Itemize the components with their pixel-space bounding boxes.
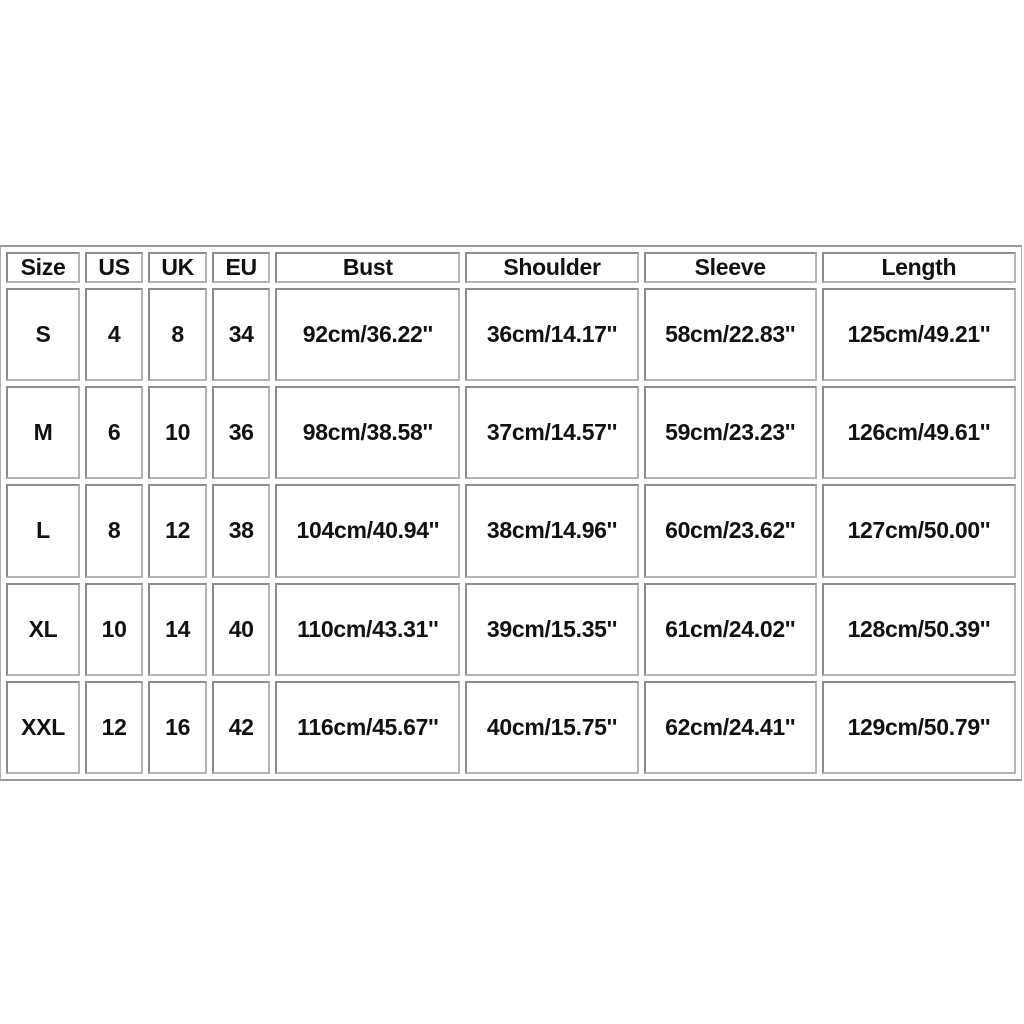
cell-bust: 92cm/36.22''	[275, 288, 460, 381]
header-sleeve: Sleeve	[644, 252, 817, 283]
cell-sleeve: 59cm/23.23''	[644, 386, 817, 479]
cell-bust: 98cm/38.58''	[275, 386, 460, 479]
cell-uk: 10	[148, 386, 207, 479]
header-bust: Bust	[275, 252, 460, 283]
table-row	[6, 583, 1016, 676]
header-size: Size	[6, 252, 80, 283]
cell-uk: 12	[148, 484, 207, 577]
header-us: US	[85, 252, 143, 283]
header-eu: EU	[212, 252, 270, 283]
cell-uk: 14	[148, 583, 207, 676]
cell-size: M	[6, 386, 80, 479]
cell-length: 128cm/50.39''	[822, 583, 1016, 676]
cell-length: 126cm/49.61''	[822, 386, 1016, 479]
cell-size: XXL	[6, 681, 80, 774]
cell-shoulder: 37cm/14.57''	[465, 386, 638, 479]
cell-us: 6	[85, 386, 143, 479]
cell-bust: 104cm/40.94''	[275, 484, 460, 577]
cell-eu: 38	[212, 484, 270, 577]
cell-uk: 8	[148, 288, 207, 381]
size-chart-table	[1, 247, 1021, 779]
cell-us: 10	[85, 583, 143, 676]
cell-length: 127cm/50.00''	[822, 484, 1016, 577]
cell-eu: 36	[212, 386, 270, 479]
cell-size: XL	[6, 583, 80, 676]
table-row	[6, 386, 1016, 479]
table-row	[6, 681, 1016, 774]
cell-length: 129cm/50.79''	[822, 681, 1016, 774]
size-chart	[0, 245, 1022, 781]
table-row	[6, 288, 1016, 381]
cell-bust: 116cm/45.67''	[275, 681, 460, 774]
cell-size: S	[6, 288, 80, 381]
cell-size: L	[6, 484, 80, 577]
cell-sleeve: 60cm/23.62''	[644, 484, 817, 577]
cell-shoulder: 36cm/14.17''	[465, 288, 638, 381]
cell-shoulder: 40cm/15.75''	[465, 681, 638, 774]
cell-sleeve: 58cm/22.83''	[644, 288, 817, 381]
cell-sleeve: 62cm/24.41''	[644, 681, 817, 774]
cell-eu: 42	[212, 681, 270, 774]
header-row	[6, 252, 1016, 283]
header-uk: UK	[148, 252, 207, 283]
cell-sleeve: 61cm/24.02''	[644, 583, 817, 676]
cell-uk: 16	[148, 681, 207, 774]
cell-length: 125cm/49.21''	[822, 288, 1016, 381]
cell-us: 4	[85, 288, 143, 381]
cell-us: 12	[85, 681, 143, 774]
cell-eu: 34	[212, 288, 270, 381]
header-length: Length	[822, 252, 1016, 283]
cell-bust: 110cm/43.31''	[275, 583, 460, 676]
cell-shoulder: 39cm/15.35''	[465, 583, 638, 676]
cell-shoulder: 38cm/14.96''	[465, 484, 638, 577]
cell-eu: 40	[212, 583, 270, 676]
table-row	[6, 484, 1016, 577]
cell-us: 8	[85, 484, 143, 577]
header-shoulder: Shoulder	[465, 252, 638, 283]
